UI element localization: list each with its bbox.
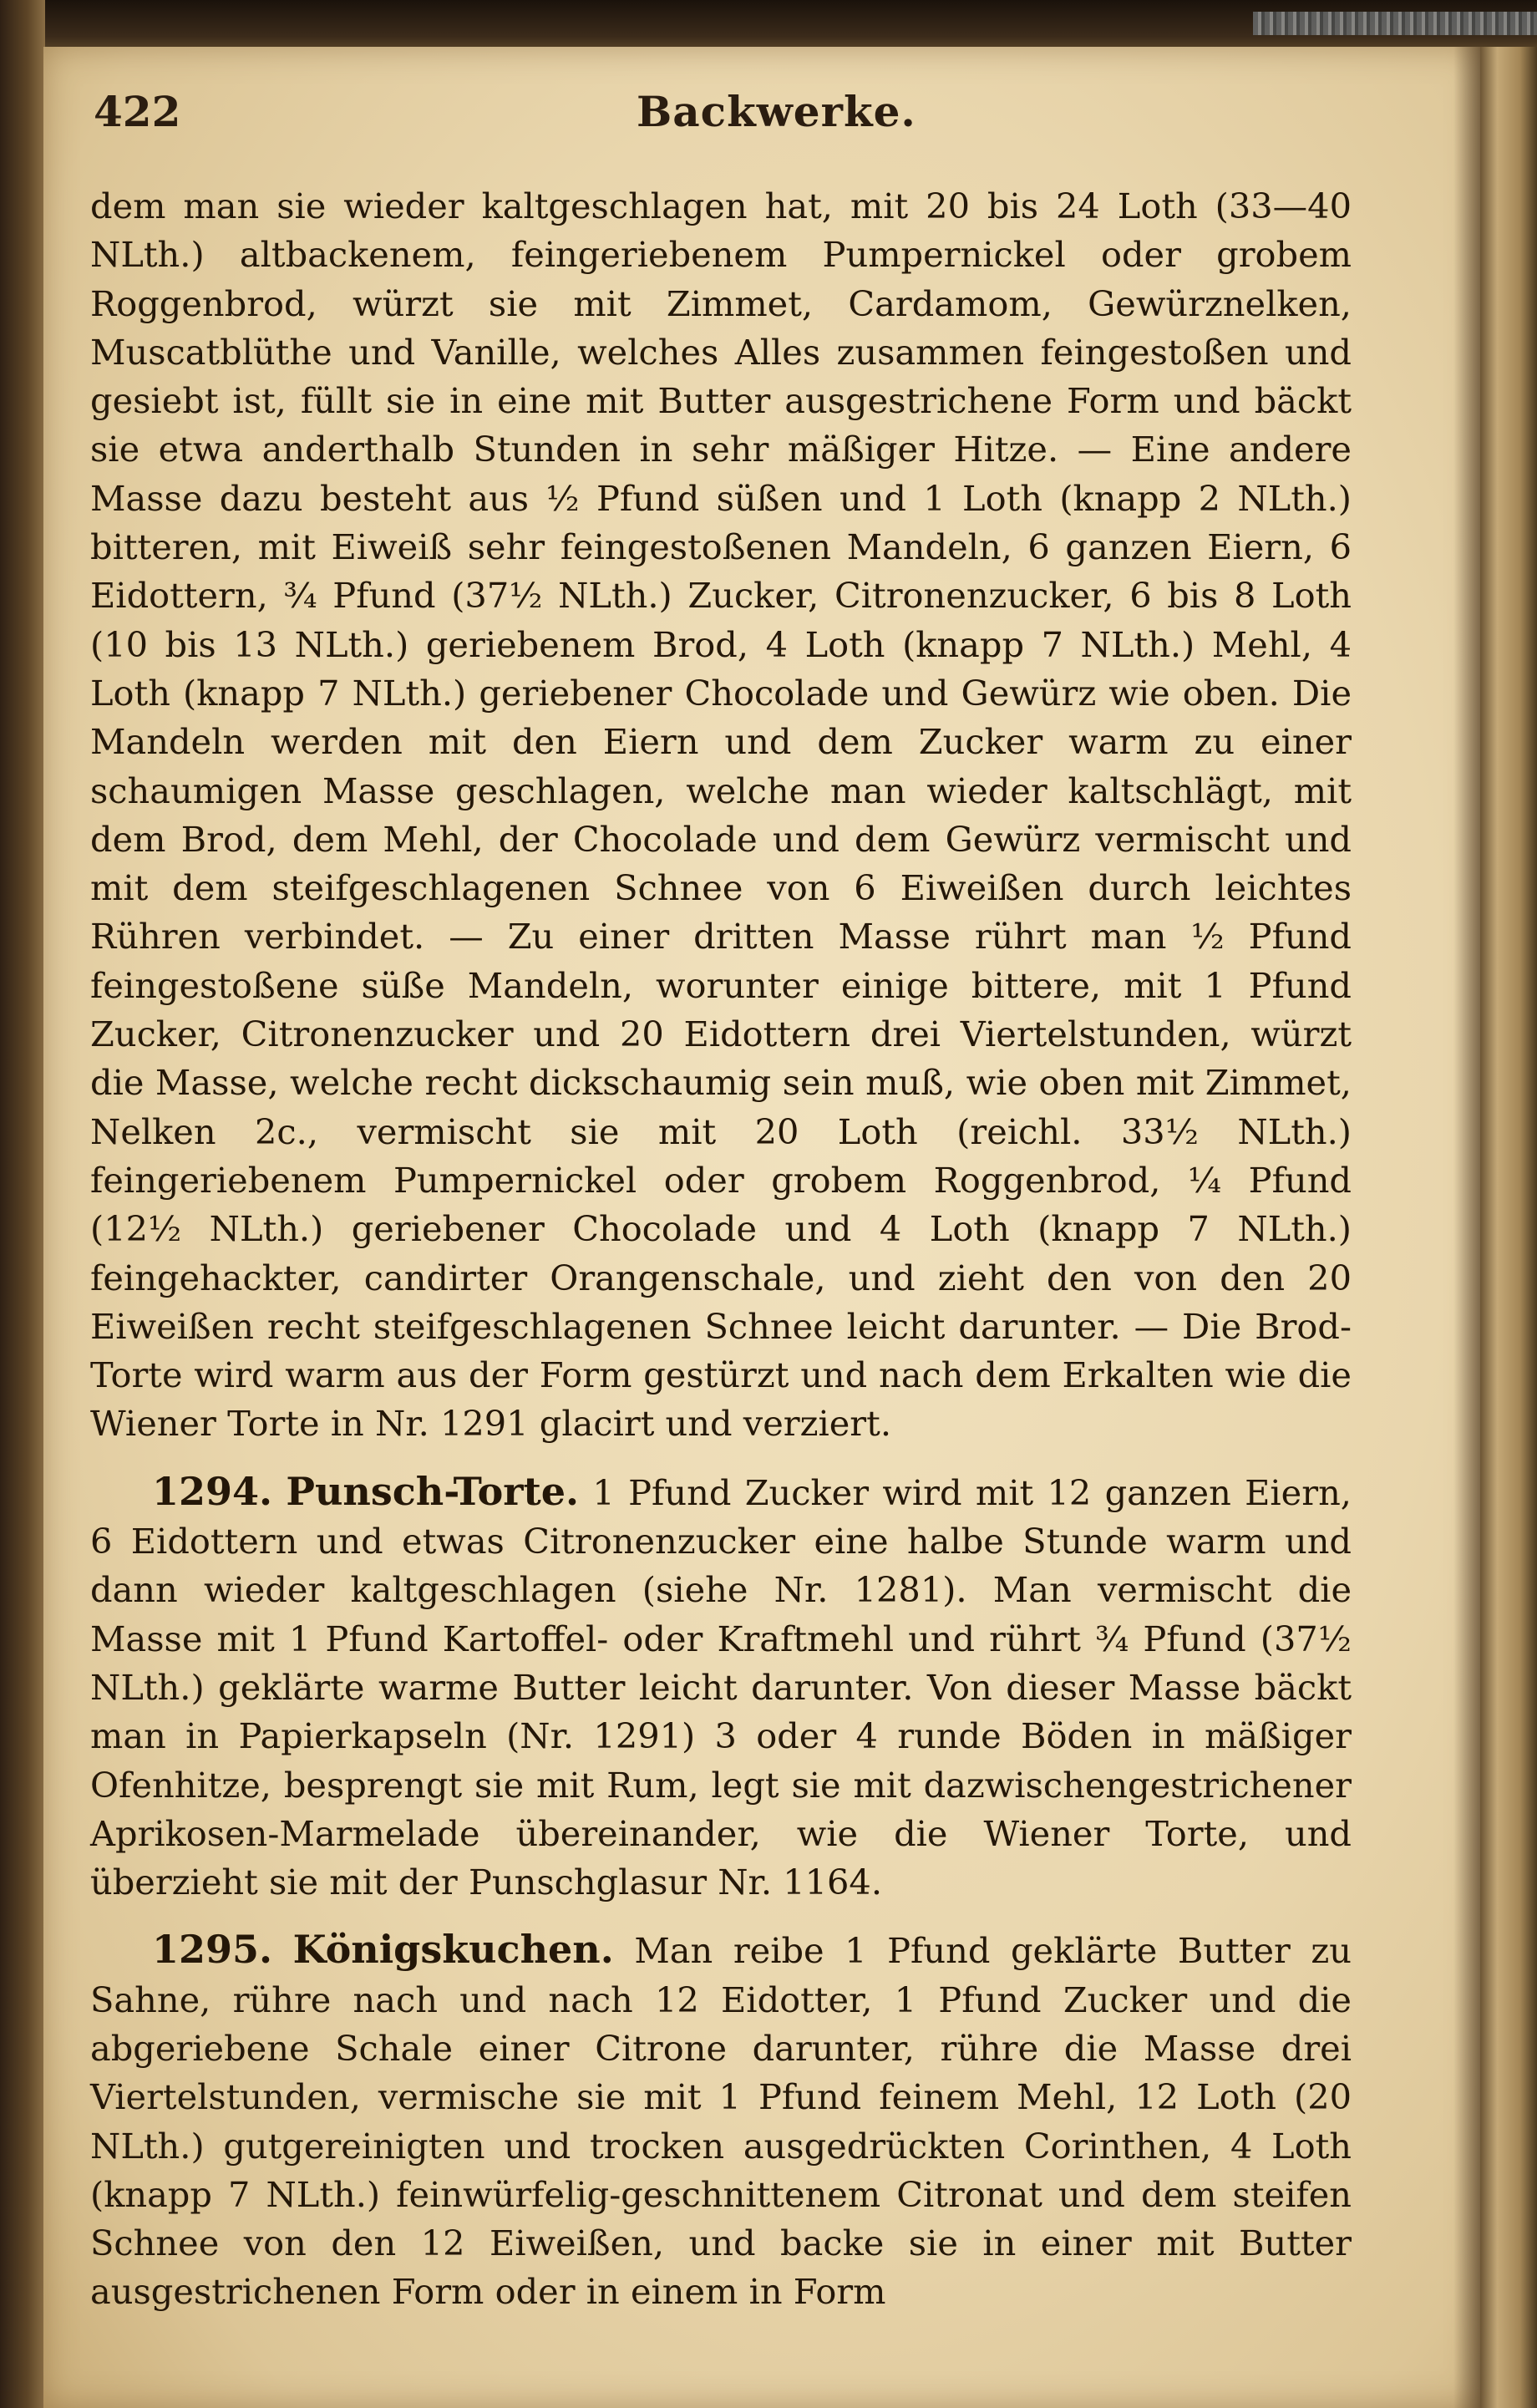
recipe-text: 1 Pfund Zucker wird mit 12 ganzen Eiern, 6 Eidottern und etwas Citronenzucker eine halbe Stunde warm und dann wieder kaltgeschlagen (siehe Nr. 1281). Man vermischt die Masse mit 1 Pfund Kartoffel- oder Kraftmehl und rührt ¾ Pfund (37½ NLth.) geklärte warme Butter leicht darunter. Von dieser Masse bäckt man in Papierkapseln (Nr. 1291) 3 oder 4 runde Böden in mäßiger Ofenhitze, besprengt sie mit Rum, legt sie mit dazwischengestrichener Aprikosen-Marmelade übereinander, wie die Wiener Torte, und überzieht sie mit der Punschglasur Nr. 1164.	[90, 1471, 1352, 1903]
page-right-edge	[1480, 47, 1537, 2408]
running-title: Backwerke.	[637, 87, 916, 136]
recipe-1295	[90, 1925, 1352, 2316]
scan-edge-left	[0, 0, 45, 2408]
binding-thread	[1253, 12, 1537, 35]
recipe-title: Punsch-Torte.	[286, 1468, 580, 1514]
page-fold-shadow	[1453, 47, 1480, 2408]
recipe-text: Man reibe 1 Pfund geklärte Butter zu Sahne, rühre nach und nach 12 Eidotter, 1 Pfund Zucker und die abgeriebene Schale einer Citrone darunter, rühre die Masse drei Viertelstunden, vermische sie mit 1 Pfund feinem Mehl, 12 Loth (20 NLth.) gutgereinigten und trocken ausgedrückten Corinthen, 4 Loth (knapp 7 NLth.) feinwürfelig-geschnittenem Citronat und dem steifen Schnee von den 12 Eiweißen, und backe sie in einer mit Butter ausgestrichenen Form oder in einem in Form	[90, 1930, 1352, 2313]
continuation-paragraph: dem man sie wieder kaltgeschlagen hat, mit 20 bis 24 Loth (33—40 NLth.) altbackenem, feingeriebenem Pumpernickel oder grobem Roggenbrod, würzt sie mit Zimmet, Cardamom, Gewürznelken, Muscatblüthe und Vanille, welches Alles zusammen feingestoßen und gesiebt ist, füllt sie in eine mit Butter ausgestrichene Form und bäckt sie etwa anderthalb Stunden in sehr mäßiger Hitze. — Eine andere Masse dazu besteht aus ½ Pfund süßen und 1 Loth (knapp 2 NLth.) bitteren, mit Eiweiß sehr feingestoßenen Mandeln, 6 ganzen Eiern, 6 Eidottern, ¾ Pfund (37½ NLth.) Zucker, Citronenzucker, 6 bis 8 Loth (10 bis 13 NLth.) geriebenem Brod, 4 Loth (knapp 7 NLth.) Mehl, 4 Loth (knapp 7 NLth.) geriebener Chocolade und Gewürz wie oben. Die Mandeln werden mit den Eiern und dem Zucker warm zu einer schaumigen Masse geschlagen, welche man wieder kaltschlägt, mit dem Brod, dem Mehl, der Chocolade und dem Gewürz vermischt und mit dem steifgeschlagenen Schnee von 6 Eiweißen durch leichtes Rühren verbindet. — Zu einer dritten Masse rührt man ½ Pfund feingestoßene süße Mandeln, worunter einige bittere, mit 1 Pfund Zucker, Citronenzucker und 20 Eidottern drei Viertelstunden, würzt die Masse, welche recht dickschaumig sein muß, wie oben mit Zimmet, Nelken 2c., vermischt sie mit 20 Loth (reichl. 33½ NLth.) feingeriebenem Pumpernickel oder grobem Roggenbrod, ¼ Pfund (12½ NLth.) geriebener Chocolade und 4 Loth (knapp 7 NLth.) feingehackter, candirter Orangenschale, und zieht den von den 20 Eiweißen recht steifgeschlagenen Schnee leicht darunter. — Die Brod-Torte wird warm aus der Form gestürzt und nach dem Erkalten wie die Wiener Torte in Nr. 1291 glacirt und verziert.	[90, 185, 1352, 1445]
recipe-number: 1295.	[152, 1927, 273, 1973]
recipe-title: Königskuchen.	[292, 1927, 614, 1973]
recipe-number: 1294.	[152, 1468, 273, 1514]
running-head	[94, 87, 1363, 145]
page-body	[90, 182, 1352, 2317]
page-number: 422	[94, 87, 181, 136]
recipe-1294	[90, 1467, 1352, 1908]
